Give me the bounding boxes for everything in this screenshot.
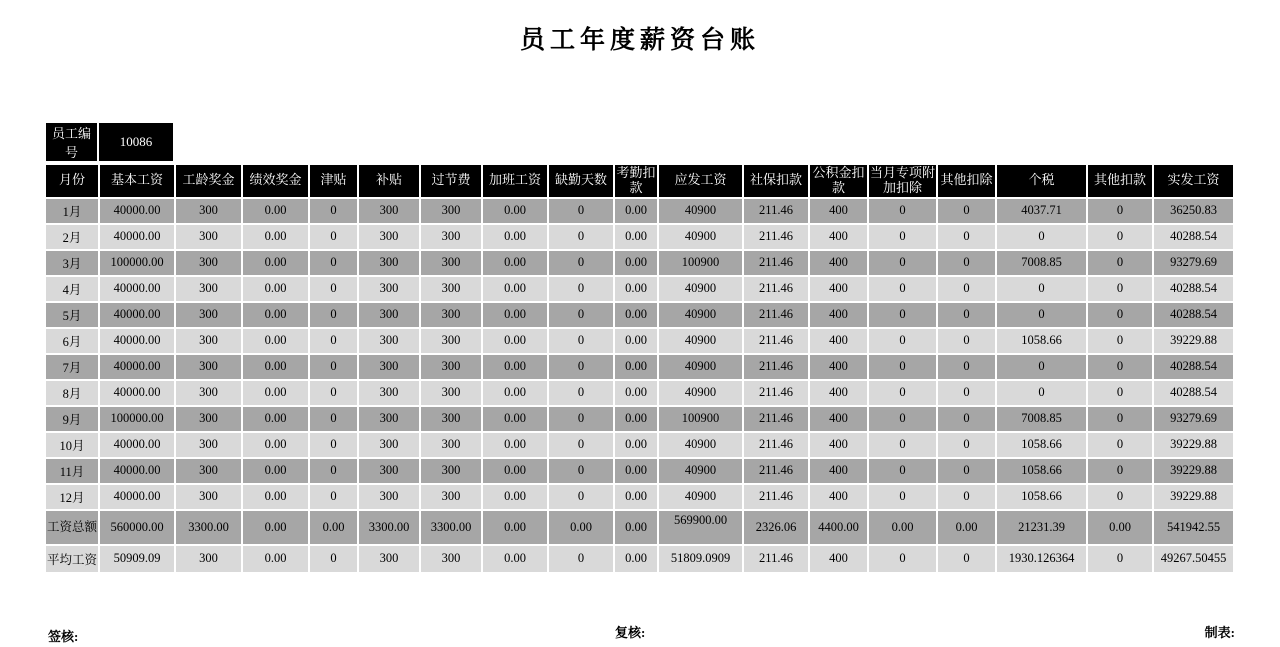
- table-cell: 0.00: [615, 303, 657, 327]
- table-cell: 0: [938, 459, 995, 483]
- table-cell: 300: [359, 407, 419, 431]
- table-cell: 400: [810, 546, 867, 572]
- column-header: 考勤扣款: [616, 165, 656, 195]
- table-cell: 0: [1088, 407, 1152, 431]
- table-cell: 0: [869, 485, 936, 509]
- row-label: 6月: [46, 329, 98, 353]
- table-cell: 0.00: [615, 277, 657, 301]
- table-cell: 300: [176, 225, 241, 249]
- table-row: [46, 199, 1233, 223]
- table-cell: 0: [938, 225, 995, 249]
- table-cell: 40900: [659, 485, 742, 509]
- table-row: [46, 381, 1233, 405]
- review-label: 复核:: [615, 625, 646, 640]
- table-cell: 211.46: [744, 459, 808, 483]
- table-cell: 300: [421, 407, 481, 431]
- table-cell: 0.00: [615, 381, 657, 405]
- table-cell: 40900: [659, 433, 742, 457]
- table-cell: 0: [1088, 433, 1152, 457]
- table-cell: 0: [938, 303, 995, 327]
- table-cell: 39229.88: [1154, 485, 1233, 509]
- row-label: 10月: [46, 433, 98, 457]
- row-label: 5月: [46, 303, 98, 327]
- table-cell: 40288.54: [1154, 277, 1233, 301]
- table-cell: 0.00: [483, 407, 547, 431]
- table-cell: 0: [549, 485, 613, 509]
- table-cell: 1058.66: [997, 433, 1086, 457]
- table-cell: 211.46: [744, 329, 808, 353]
- table-cell: 40900: [659, 329, 742, 353]
- table-row: [46, 277, 1233, 301]
- column-header: 津贴: [310, 165, 357, 197]
- table-cell: 211.46: [744, 303, 808, 327]
- table-cell: 300: [359, 546, 419, 572]
- column-header: 补贴: [359, 165, 419, 197]
- table-cell: 0: [310, 485, 357, 509]
- table-cell: 40288.54: [1154, 303, 1233, 327]
- table-cell: 400: [810, 355, 867, 379]
- table-cell: 400: [810, 303, 867, 327]
- column-header: 其他扣款: [1088, 165, 1152, 197]
- row-label: 12月: [46, 485, 98, 509]
- table-cell: 40900: [659, 459, 742, 483]
- table-cell: 0.00: [615, 199, 657, 223]
- table-cell: 0: [869, 277, 936, 301]
- table-cell: 211.46: [744, 355, 808, 379]
- table-cell: 0.00: [869, 511, 936, 544]
- table-cell: 3300.00: [421, 511, 481, 544]
- table-cell: 300: [359, 329, 419, 353]
- table-cell: 40900: [659, 381, 742, 405]
- table-cell: 0: [869, 407, 936, 431]
- table-cell: 0: [1088, 251, 1152, 275]
- column-header: 缺勤天数: [549, 165, 613, 197]
- table-cell: 0.00: [615, 355, 657, 379]
- table-cell: 300: [359, 433, 419, 457]
- table-cell: 40000.00: [100, 277, 174, 301]
- table-cell: 21231.39: [997, 511, 1086, 544]
- table-cell: 211.46: [744, 199, 808, 223]
- table-cell: 0.00: [483, 329, 547, 353]
- table-cell: 0: [997, 303, 1086, 327]
- table-cell: 0: [310, 303, 357, 327]
- table-cell: 300: [176, 251, 241, 275]
- table-cell: 300: [176, 199, 241, 223]
- row-label: 2月: [46, 225, 98, 249]
- table-cell: 0: [549, 199, 613, 223]
- table-cell: 300: [421, 381, 481, 405]
- table-cell: 0.00: [483, 485, 547, 509]
- table-cell: 0.00: [615, 511, 657, 544]
- table-cell: 0.00: [483, 199, 547, 223]
- table-cell: 300: [176, 433, 241, 457]
- table-cell: 0: [310, 433, 357, 457]
- table-cell: 0: [869, 329, 936, 353]
- table-cell: 0.00: [243, 511, 308, 544]
- table-cell: 0.00: [243, 459, 308, 483]
- table-cell: 0: [549, 303, 613, 327]
- table-cell: 0: [869, 355, 936, 379]
- row-label: 11月: [46, 459, 98, 483]
- table-cell: 0.00: [243, 199, 308, 223]
- table-cell: 0: [310, 225, 357, 249]
- table-cell: 100900: [659, 407, 742, 431]
- table-row: [46, 251, 1233, 275]
- column-header: 公积金扣款: [810, 165, 867, 197]
- table-cell: 40900: [659, 355, 742, 379]
- table-cell: 569900.00: [659, 511, 742, 544]
- table-cell: 300: [421, 277, 481, 301]
- table-cell: 0: [549, 459, 613, 483]
- table-cell: 7008.85: [997, 407, 1086, 431]
- table-cell: 3300.00: [359, 511, 419, 544]
- table-cell: 0: [938, 199, 995, 223]
- table-cell: 0.00: [938, 511, 995, 544]
- table-cell: 0: [549, 546, 613, 572]
- table-cell: 49267.50455: [1154, 546, 1233, 572]
- table-cell: 400: [810, 225, 867, 249]
- table-cell: 0.00: [243, 407, 308, 431]
- table-cell: 0.00: [615, 546, 657, 572]
- table-cell: 0.00: [483, 381, 547, 405]
- table-row: [46, 459, 1233, 483]
- table-cell: 0.00: [243, 546, 308, 572]
- table-cell: 40000.00: [100, 433, 174, 457]
- table-cell: 0.00: [483, 546, 547, 572]
- table-cell: 300: [421, 433, 481, 457]
- table-cell: 400: [810, 459, 867, 483]
- table-cell: 300: [359, 381, 419, 405]
- row-label: 平均工资: [46, 546, 98, 572]
- table-cell: 4037.71: [997, 199, 1086, 223]
- table-cell: 211.46: [744, 251, 808, 275]
- table-cell: 300: [421, 355, 481, 379]
- table-cell: 0: [869, 225, 936, 249]
- table-cell: 0: [997, 225, 1086, 249]
- table-cell: 211.46: [744, 225, 808, 249]
- table-cell: 0.00: [243, 485, 308, 509]
- table-cell: 300: [359, 303, 419, 327]
- table-cell: 0.00: [1088, 511, 1152, 544]
- table-cell: 400: [810, 251, 867, 275]
- table-cell: 93279.69: [1154, 251, 1233, 275]
- table-cell: 0: [310, 199, 357, 223]
- table-cell: 0: [310, 407, 357, 431]
- column-header: 工龄奖金: [176, 165, 241, 197]
- table-cell: 0: [310, 355, 357, 379]
- table-cell: 0: [869, 251, 936, 275]
- table-cell: 0: [549, 251, 613, 275]
- table-cell: 560000.00: [100, 511, 174, 544]
- table-cell: 40900: [659, 199, 742, 223]
- table-cell: 300: [421, 303, 481, 327]
- table-cell: 300: [176, 381, 241, 405]
- table-cell: 0.00: [483, 251, 547, 275]
- table-cell: 300: [359, 251, 419, 275]
- table-cell: 300: [421, 329, 481, 353]
- column-header: 月份: [46, 165, 98, 197]
- table-cell: 0.00: [243, 277, 308, 301]
- table-cell: 40000.00: [100, 355, 174, 379]
- table-cell: 300: [176, 303, 241, 327]
- table-cell: 40900: [659, 225, 742, 249]
- table-cell: 0.00: [615, 433, 657, 457]
- table-cell: 0.00: [483, 355, 547, 379]
- table-cell: 40288.54: [1154, 225, 1233, 249]
- employee-id-value: 10086: [99, 123, 173, 161]
- table-cell: 39229.88: [1154, 329, 1233, 353]
- table-cell: 300: [359, 225, 419, 249]
- table-cell: 541942.55: [1154, 511, 1233, 544]
- table-cell: 300: [176, 277, 241, 301]
- table-cell: 1930.126364: [997, 546, 1086, 572]
- table-cell: 0.00: [483, 225, 547, 249]
- table-cell: 400: [810, 407, 867, 431]
- table-cell: 0: [997, 381, 1086, 405]
- row-label: 9月: [46, 407, 98, 431]
- table-cell: 0: [869, 459, 936, 483]
- table-cell: 0: [938, 355, 995, 379]
- table-cell: 211.46: [744, 381, 808, 405]
- table-cell: 0: [310, 381, 357, 405]
- table-cell: 300: [359, 277, 419, 301]
- table-cell: 0: [869, 199, 936, 223]
- table-cell: 0: [869, 303, 936, 327]
- table-cell: 300: [359, 459, 419, 483]
- table-cell: 0: [938, 485, 995, 509]
- table-cell: 0: [549, 381, 613, 405]
- column-header: 当月专项附加扣除: [870, 165, 936, 195]
- employee-id-label: 员工编号: [46, 123, 97, 161]
- column-header: 基本工资: [100, 165, 174, 197]
- table-cell: 300: [176, 329, 241, 353]
- table-cell: 0.00: [243, 381, 308, 405]
- table-cell: 400: [810, 277, 867, 301]
- column-header: 实发工资: [1154, 165, 1233, 197]
- row-label: 1月: [46, 199, 98, 223]
- table-cell: 0.00: [615, 251, 657, 275]
- table-row: [46, 225, 1233, 249]
- table-cell: 0: [1088, 277, 1152, 301]
- table-cell: 0: [869, 381, 936, 405]
- table-cell: 0.00: [243, 355, 308, 379]
- employee-info-row: [46, 123, 173, 161]
- table-row: [46, 407, 1233, 431]
- table-cell: 0.00: [243, 433, 308, 457]
- table-row: [46, 329, 1233, 353]
- table-cell: 40288.54: [1154, 381, 1233, 405]
- table-cell: 0: [938, 407, 995, 431]
- table-cell: 93279.69: [1154, 407, 1233, 431]
- table-cell: 40900: [659, 303, 742, 327]
- table-cell: 36250.83: [1154, 199, 1233, 223]
- table-header-row: [46, 165, 1233, 197]
- table-cell: 300: [176, 407, 241, 431]
- table-cell: 400: [810, 329, 867, 353]
- table-cell: 300: [359, 355, 419, 379]
- table-cell: 0.00: [549, 511, 613, 544]
- table-cell: 2326.06: [744, 511, 808, 544]
- table-cell: 0: [997, 355, 1086, 379]
- table-cell: 0: [938, 329, 995, 353]
- table-cell: 0.00: [483, 459, 547, 483]
- sheet-area: [44, 121, 1239, 574]
- table-cell: 0: [310, 459, 357, 483]
- table-cell: 300: [359, 199, 419, 223]
- row-label: 4月: [46, 277, 98, 301]
- page-title: 员工年度薪资台账: [519, 27, 760, 54]
- table-cell: 211.46: [744, 433, 808, 457]
- table-cell: 300: [359, 485, 419, 509]
- row-label: 工资总额: [46, 511, 98, 544]
- table-cell: 300: [176, 355, 241, 379]
- table-cell: 100900: [659, 251, 742, 275]
- footer-signature-row: [48, 622, 1235, 642]
- table-cell: 0: [1088, 225, 1152, 249]
- table-cell: 100000.00: [100, 251, 174, 275]
- table-cell: 300: [176, 485, 241, 509]
- table-cell: 300: [421, 199, 481, 223]
- table-cell: 3300.00: [176, 511, 241, 544]
- table-cell: 400: [810, 433, 867, 457]
- table-cell: 400: [810, 381, 867, 405]
- table-cell: 0.00: [310, 511, 357, 544]
- table-cell: 0: [1088, 459, 1152, 483]
- table-cell: 0: [1088, 381, 1152, 405]
- salary-ledger-page: [0, 20, 1280, 644]
- column-header: 应发工资: [659, 165, 742, 197]
- table-cell: 211.46: [744, 546, 808, 572]
- table-cell: 0.00: [615, 407, 657, 431]
- table-row: [46, 546, 1233, 572]
- table-cell: 0.00: [243, 303, 308, 327]
- table-cell: 0: [549, 433, 613, 457]
- table-row: [46, 303, 1233, 327]
- table-cell: 40900: [659, 277, 742, 301]
- row-label: 7月: [46, 355, 98, 379]
- table-cell: 40000.00: [100, 381, 174, 405]
- table-row: [46, 511, 1233, 544]
- table-cell: 1058.66: [997, 459, 1086, 483]
- table-cell: 0.00: [483, 303, 547, 327]
- table-cell: 1058.66: [997, 329, 1086, 353]
- table-cell: 0: [549, 329, 613, 353]
- column-header: 加班工资: [483, 165, 547, 197]
- table-cell: 0: [310, 546, 357, 572]
- table-cell: 0: [1088, 303, 1152, 327]
- table-cell: 0.00: [615, 459, 657, 483]
- table-cell: 0: [938, 251, 995, 275]
- column-header: 社保扣款: [744, 165, 808, 197]
- table-cell: 0: [310, 251, 357, 275]
- table-cell: 300: [421, 225, 481, 249]
- column-header: 个税: [997, 165, 1086, 197]
- table-cell: 40000.00: [100, 199, 174, 223]
- table-cell: 40288.54: [1154, 355, 1233, 379]
- table-cell: 0: [938, 546, 995, 572]
- table-cell: 0: [1088, 329, 1152, 353]
- table-cell: 0.00: [615, 329, 657, 353]
- table-cell: 0.00: [243, 329, 308, 353]
- table-cell: 0.00: [243, 225, 308, 249]
- table-cell: 0: [1088, 355, 1152, 379]
- table-cell: 0: [869, 433, 936, 457]
- table-cell: 0: [549, 355, 613, 379]
- table-cell: 300: [421, 546, 481, 572]
- table-cell: 40000.00: [100, 485, 174, 509]
- table-cell: 400: [810, 199, 867, 223]
- prepared-by-label: 制表:: [1204, 625, 1235, 640]
- table-cell: 1058.66: [997, 485, 1086, 509]
- table-cell: 0: [310, 329, 357, 353]
- table-cell: 51809.0909: [659, 546, 742, 572]
- column-header: 绩效奖金: [243, 165, 308, 197]
- table-cell: 100000.00: [100, 407, 174, 431]
- table-cell: 39229.88: [1154, 459, 1233, 483]
- employee-info-block: [44, 121, 175, 163]
- table-cell: 0.00: [483, 511, 547, 544]
- row-label: 8月: [46, 381, 98, 405]
- table-cell: 300: [176, 546, 241, 572]
- table-cell: 211.46: [744, 277, 808, 301]
- table-cell: 300: [176, 459, 241, 483]
- table-cell: 0: [1088, 199, 1152, 223]
- table-cell: 7008.85: [997, 251, 1086, 275]
- table-cell: 211.46: [744, 407, 808, 431]
- table-cell: 40000.00: [100, 329, 174, 353]
- table-cell: 0.00: [483, 277, 547, 301]
- table-cell: 0: [549, 407, 613, 431]
- table-cell: 300: [421, 459, 481, 483]
- table-cell: 0.00: [615, 485, 657, 509]
- table-cell: 0: [938, 381, 995, 405]
- table-cell: 0: [1088, 485, 1152, 509]
- salary-table: [44, 163, 1235, 574]
- table-cell: 50909.09: [100, 546, 174, 572]
- table-cell: 300: [421, 485, 481, 509]
- table-row: [46, 355, 1233, 379]
- table-row: [46, 433, 1233, 457]
- table-cell: 0: [938, 277, 995, 301]
- table-cell: 400: [810, 485, 867, 509]
- table-cell: 0: [310, 277, 357, 301]
- table-cell: 0.00: [483, 433, 547, 457]
- row-label: 3月: [46, 251, 98, 275]
- column-header: 其他扣除: [938, 165, 995, 197]
- table-cell: 0: [549, 277, 613, 301]
- table-row: [46, 485, 1233, 509]
- table-cell: 40000.00: [100, 303, 174, 327]
- column-header: 过节费: [421, 165, 481, 197]
- table-cell: 300: [421, 251, 481, 275]
- table-cell: 0.00: [243, 251, 308, 275]
- table-cell: 0: [1088, 546, 1152, 572]
- table-cell: 39229.88: [1154, 433, 1233, 457]
- table-cell: 0: [997, 277, 1086, 301]
- table-cell: 40000.00: [100, 225, 174, 249]
- table-cell: 4400.00: [810, 511, 867, 544]
- table-cell: 0.00: [615, 225, 657, 249]
- table-cell: 211.46: [744, 485, 808, 509]
- table-cell: 0: [938, 433, 995, 457]
- table-cell: 0: [869, 546, 936, 572]
- table-cell: 0: [549, 225, 613, 249]
- sign-off-label: 签核:: [48, 629, 79, 644]
- table-cell: 40000.00: [100, 459, 174, 483]
